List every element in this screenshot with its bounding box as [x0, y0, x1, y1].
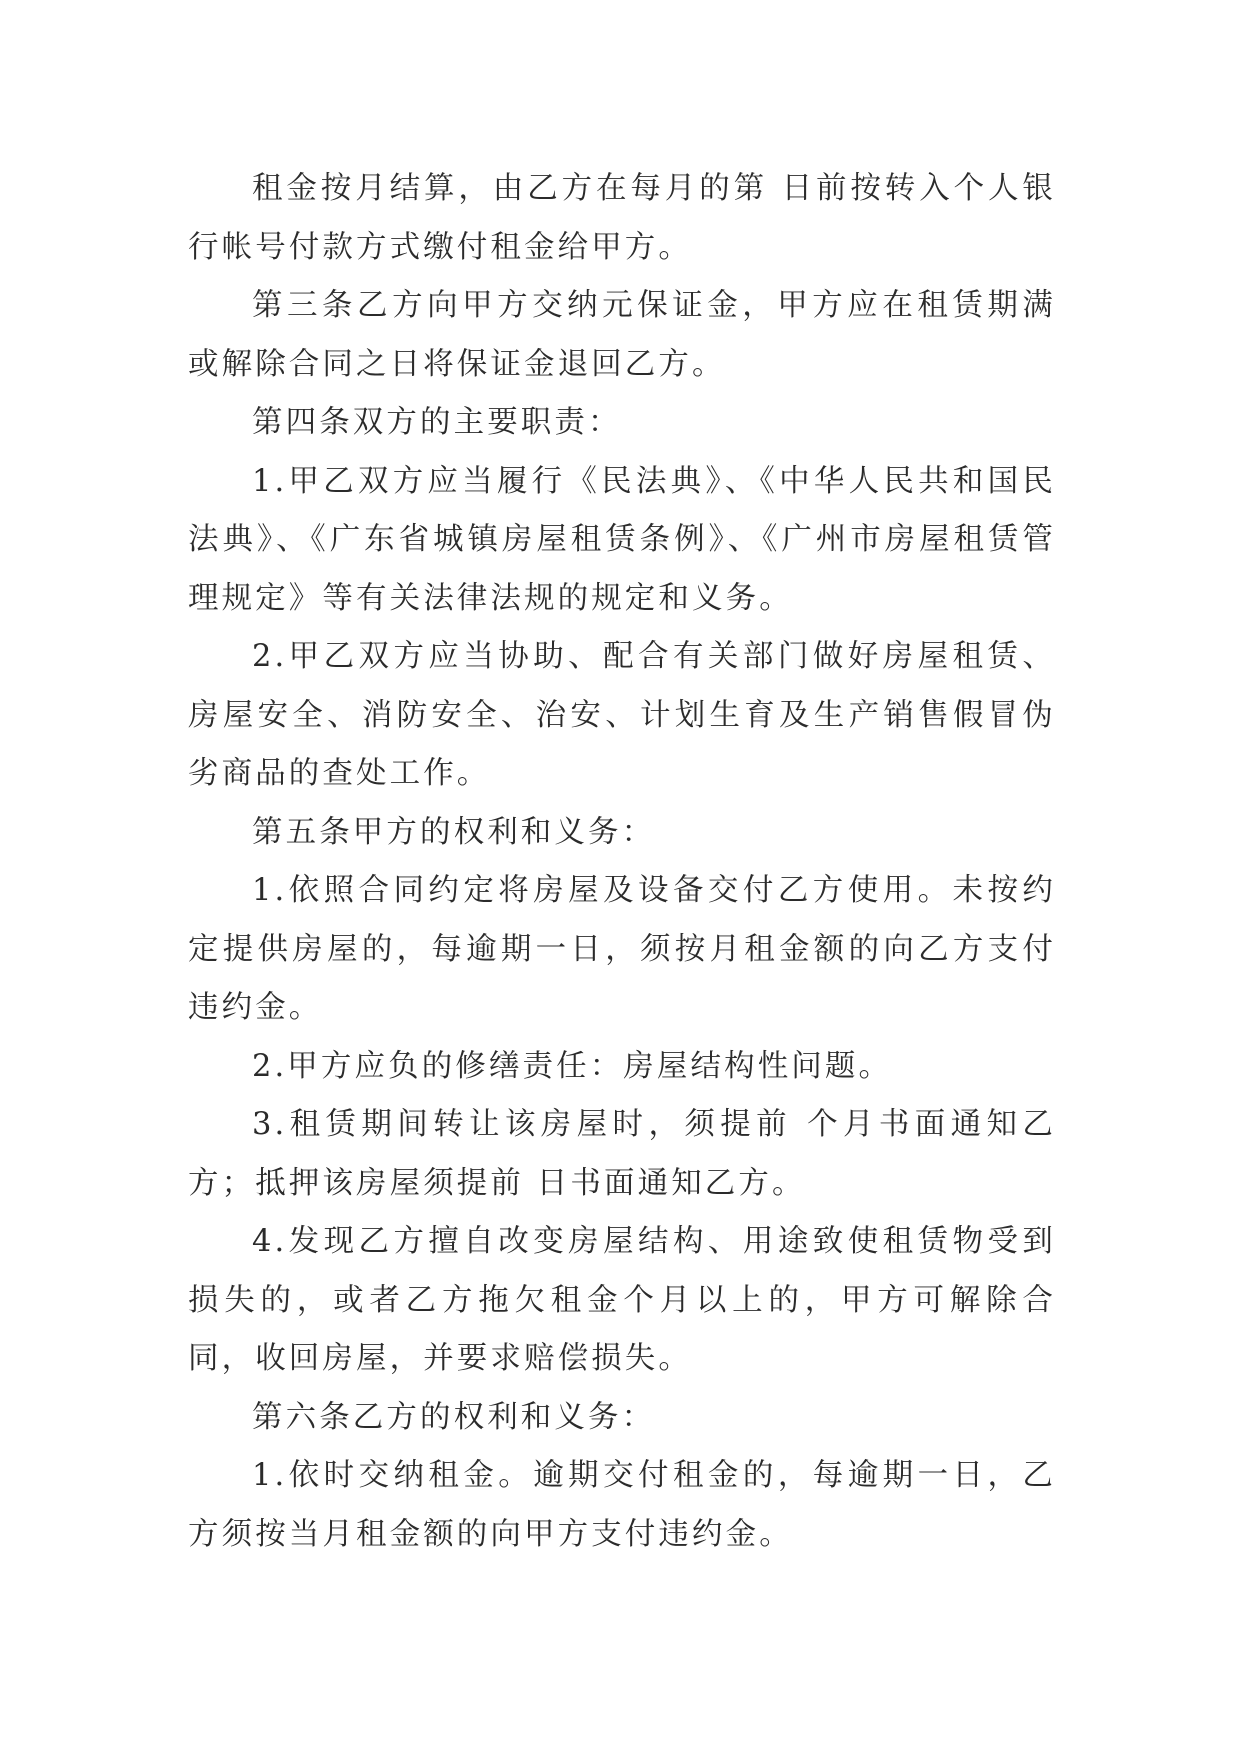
document-body [188, 160, 1056, 1564]
paragraph-article-5-item-1: 1.依照合同约定将房屋及设备交付乙方使用。未按约定提供房屋的，每逾期一日，须按月租金额的向乙方支付违约金。 [188, 873, 1056, 1025]
paragraph-article-4-heading: 第四条双方的主要职责： [252, 405, 622, 440]
paragraph-article-6-item-1: 1.依时交纳租金。逾期交付租金的，每逾期一日，乙方须按当月租金额的向甲方支付违约金。 [188, 1458, 1056, 1552]
paragraph-article-6-heading: 第六条乙方的权利和义务： [252, 1399, 656, 1435]
paragraph-article-5-item-3: 3.租赁期间转让该房屋时，须提前 个月书面通知乙方；抵押该房屋须提前 日书面通知乙方。 [188, 1107, 1056, 1201]
paragraph-article-3-deposit: 第三条乙方向甲方交纳元保证金，甲方应在租赁期满或解除合同之日将保证金退回乙方。 [188, 288, 1056, 382]
paragraph-article-5-heading: 第五条甲方的权利和义务： [252, 814, 656, 850]
paragraph-article-5-item-2: 2.甲方应负的修缮责任：房屋结构性问题。 [252, 1048, 893, 1084]
paragraph-article-4-item-2: 2.甲乙双方应当协助、配合有关部门做好房屋租赁、房屋安全、消防安全、治安、计划生育及生产销售假冒伪劣商品的查处工作。 [188, 639, 1056, 791]
paragraph-rent-settlement: 租金按月结算，由乙方在每月的第 日前按转入个人银行帐号付款方式缴付租金给甲方。 [188, 171, 1056, 265]
paragraph-article-4-item-1: 1.甲乙双方应当履行《民法典》、《中华人民共和国民法典》、《广东省城镇房屋租赁条例》、《广州市房屋租赁管理规定》等有关法律法规的规定和义务。 [188, 463, 1056, 616]
paragraph-article-5-item-4: 4.发现乙方擅自改变房屋结构、用途致使租赁物受到损失的，或者乙方拖欠租金个月以上的，甲方可解除合同，收回房屋，并要求赔偿损失。 [188, 1224, 1056, 1376]
